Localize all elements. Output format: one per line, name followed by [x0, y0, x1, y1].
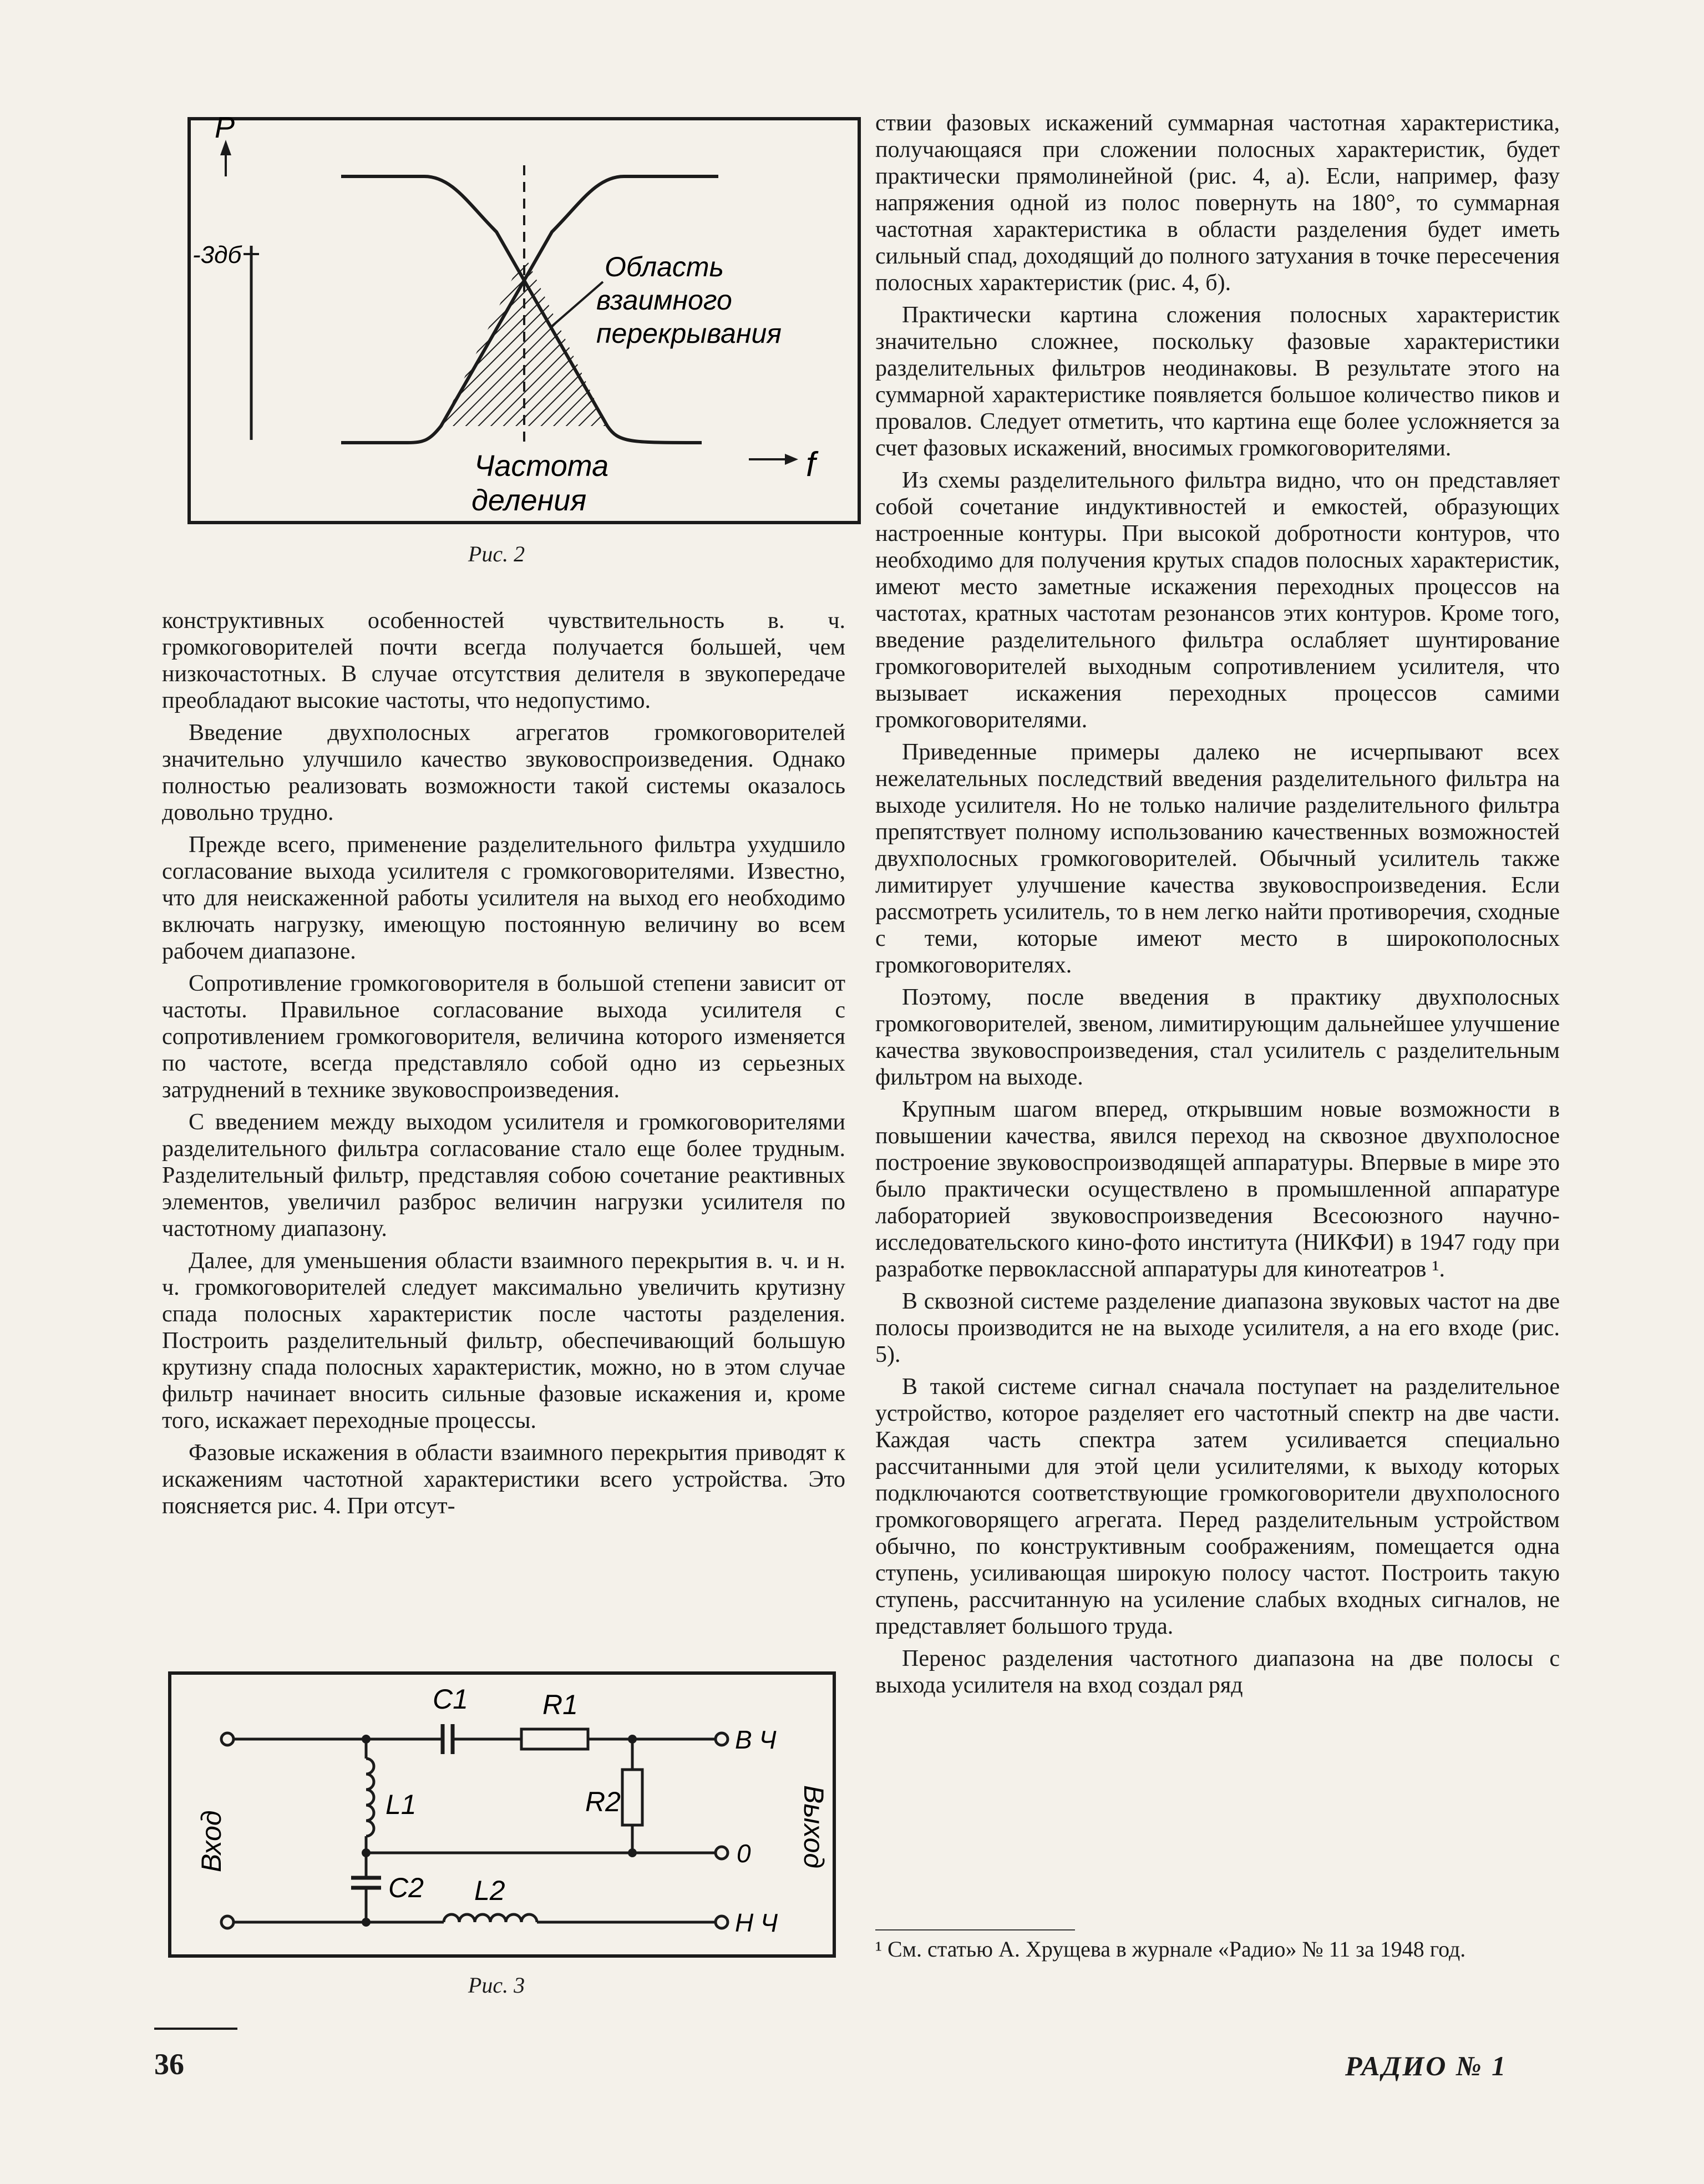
x-axis-label-2: деления	[471, 484, 587, 517]
label-input: Вход	[196, 1810, 227, 1872]
right-paragraph-6: Крупным шагом вперед, открывшим новые возможности в повышении качества, явился переход на сквозное двухполосное построение звуковоспроизводящей аппаратуры. Впервые в мире это было практически осуществлено в промышленной аппаратуре лабораторией звуковоспроизведения Всесоюзного научно-исследовательского кино-фото института (НИКФИ) в 1947 году при разработке первоклассной аппаратуры для кинотеатров ¹.	[875, 1097, 1560, 1282]
label-r2: R2	[585, 1786, 621, 1817]
annotation-leader	[552, 282, 603, 326]
resistor-r1	[521, 1729, 588, 1749]
output-terminal-zero	[716, 1847, 728, 1859]
annotation-line-1: Область	[605, 251, 724, 282]
right-paragraph-5: Поэтому, после введения в практику двухполосных громкоговорителей, звеном, лимитирующим дальнейшее улучшение качества звуковоспроизведения, стал усилитель с разделительным фильтром на выходе.	[875, 985, 1560, 1090]
label-l1: L1	[386, 1789, 417, 1820]
x-axis-arrow-label: f	[806, 445, 816, 484]
x-axis-label-1: Частота	[474, 449, 609, 483]
page-number-rule	[154, 2028, 237, 2030]
right-paragraph-1: ствии фазовых искажений суммарная частотная характеристика, получающаяся при сложении полосных характеристик, будет практически прямолинейной (рис. 4, а). Если, например, фазу напряжения одной из полос повернуть на 180°, то суммарная частотная характеристика в области разделения будет иметь сильный спад, доходящий до полного затухания в точке пересечения полосных характеристик (рис. 4, б).	[875, 110, 1560, 296]
right-paragraph-2: Практически картина сложения полосных характеристик значительно сложнее, поскольку фазовые характеристики разделительных фильтров неодинаковы. В результате этого на суммарной характеристике появляется большое количество пиков и провалов. Следует отметить, что картина еще более усложняется за счет фазовых искажений, вносимых громкоговорителями.	[875, 302, 1560, 461]
left-paragraph-3: Прежде всего, применение разделительного фильтра ухудшило согласование выхода усилителя с громкоговорителями. Известно, что для неискаженной работы усилителя на выход его необходимо включать нагрузку, имеющую постоянную величину во всем рабочем диапазоне.	[162, 832, 845, 964]
left-paragraph-6: Далее, для уменьшения области взаимного перекрытия в. ч. и н. ч. громкоговорителей следует максимально увеличить крутизну спада полосных характеристик после частоты разделения. Построить разделительный фильтр, обеспечивающий большую крутизну спада полосных характеристик, можно, но в этом случае фильтр начинает вносить сильные фазовые искажения и, кроме того, искажает переходные процессы.	[162, 1248, 845, 1433]
node-r2-bottom	[628, 1848, 637, 1857]
right-paragraph-9: Перенос разделения частотного диапазона на две полосы с выхода усилителя на вход создал ряд	[875, 1646, 1560, 1698]
label-output: Выход	[798, 1785, 829, 1869]
label-l2: L2	[474, 1875, 505, 1906]
footnote: ¹ См. статью А. Хрущева в журнале «Радио» № 11 за 1948 год.	[875, 1937, 1466, 1962]
figure-2-caption: Рис. 2	[468, 541, 525, 566]
footnote-rule	[875, 1929, 1075, 1930]
label-terminal-zero: 0	[737, 1839, 751, 1868]
figure-2-overlap-diagram	[186, 115, 863, 526]
label-c1: C1	[433, 1684, 468, 1715]
label-terminal-hf: В Ч	[735, 1725, 777, 1754]
left-paragraph-5: С введением между выходом усилителя и громкоговорителями разделительного фильтра согласование стало еще более трудным. Разделительный фильтр, представляя собою сочетание реактивных элементов, увеличил разброс величин нагрузки усилителя по частотному диапазону.	[162, 1109, 845, 1242]
left-paragraph-1: конструктивных особенностей чувствительность в. ч. громкоговорителей почти всегда получается большей, чем низкочастотных. В случае отсутствия делителя в звукопередаче преобладают высокие частоты, что недопустимо.	[162, 608, 845, 713]
left-column	[162, 607, 845, 1525]
annotation-line-2: взаимного	[596, 285, 732, 316]
annotation-line-3: перекрывания	[596, 318, 782, 349]
inductor-l2	[444, 1914, 537, 1922]
right-paragraph-7: В сквозной системе разделение диапазона звуковых частот на две полосы производится не на выходе усилителя, а на его входе (рис. 5).	[875, 1289, 1560, 1367]
figure-3-caption: Рис. 3	[468, 1973, 525, 1998]
right-column	[875, 110, 1560, 1704]
label-c2: C2	[388, 1872, 424, 1903]
level-label: -3дб	[192, 241, 242, 268]
journal-issue: РАДИО № 1	[1345, 2050, 1508, 2081]
resistor-r2	[622, 1770, 642, 1825]
page-number: 36	[154, 2048, 184, 2081]
label-terminal-lf: Н Ч	[735, 1908, 778, 1937]
output-terminal-hf	[716, 1733, 728, 1745]
inductor-l1	[366, 1759, 374, 1836]
left-paragraph-4: Сопротивление громкоговорителя в большой степени зависит от частоты. Правильное согласование выхода усилителя с сопротивлением громкоговорителя, величина которого изменяется по частоте, всегда представляло собой одно из серьезных затруднений в технике звуковоспроизведения.	[162, 971, 845, 1103]
label-r1: R1	[542, 1689, 578, 1720]
node-c2-bottom	[362, 1918, 371, 1927]
right-paragraph-8: В такой системе сигнал сначала поступает на разделительное устройство, которое разделяет его частотный спектр на две части. Каждая часть спектра затем усиливается специально рассчитанными для этой цели усилителями, к выходу которых подключаются соответствующие громкоговорители двухполосного громкоговорящего агрегата. Перед разделительным устройством обычно, по конструктивным соображениям, помещается одна ступень, усиливающая широкую полосу частот. Построить такую ступень, рассчитанную на усиление слабых входных сигналов, не представляет большого труда.	[875, 1374, 1560, 1639]
input-terminal-top	[221, 1733, 234, 1745]
right-paragraph-3: Из схемы разделительного фильтра видно, что он представляет собой сочетание индуктивностей и емкостей, образующих настроенные контуры. При высокой добротности контуров, что необходимо для получения крутых спадов полосных характеристик, имеют место заметные искажения переходных процессов на частотах, кратных частотам резонансов этих контуров. Кроме того, введение разделительного фильтра ослабляет шунтирование громкоговорителей выходным сопротивлением усилителя, что вызывает искажения переходных процессов самими громкоговорителями.	[875, 468, 1560, 733]
right-paragraph-4: Приведенные примеры далеко не исчерпывают всех нежелательных последствий введения разделительного фильтра на выходе усилителя. Но не только наличие разделительного фильтра препятствует полному использованию качественных возможностей двухполосных громкоговорителей. Обычный усилитель также лимитирует улучшение качества звуковоспроизведения. Если рассмотреть усилитель, то в нем легко найти противоречия, сходные с теми, которые имеют место в широкополосных громкоговорителях.	[875, 739, 1560, 978]
output-terminal-lf	[716, 1916, 728, 1928]
x-axis-arrowhead	[785, 454, 798, 465]
left-paragraph-2: Введение двухполосных агрегатов громкоговорителей значительно улучшило качество звуковоспроизведения. Однако полностью реализовать возможности такой системы оказалось довольно трудно.	[162, 720, 845, 825]
figure-3-filter-schematic	[166, 1664, 838, 1964]
left-paragraph-7: Фазовые искажения в области взаимного перекрытия приводят к искажениям частотной характеристики всего устройства. Это поясняется рис. 4. При отсут-	[162, 1440, 845, 1519]
input-terminal-bottom	[221, 1916, 234, 1928]
y-axis-label: P	[215, 115, 235, 144]
